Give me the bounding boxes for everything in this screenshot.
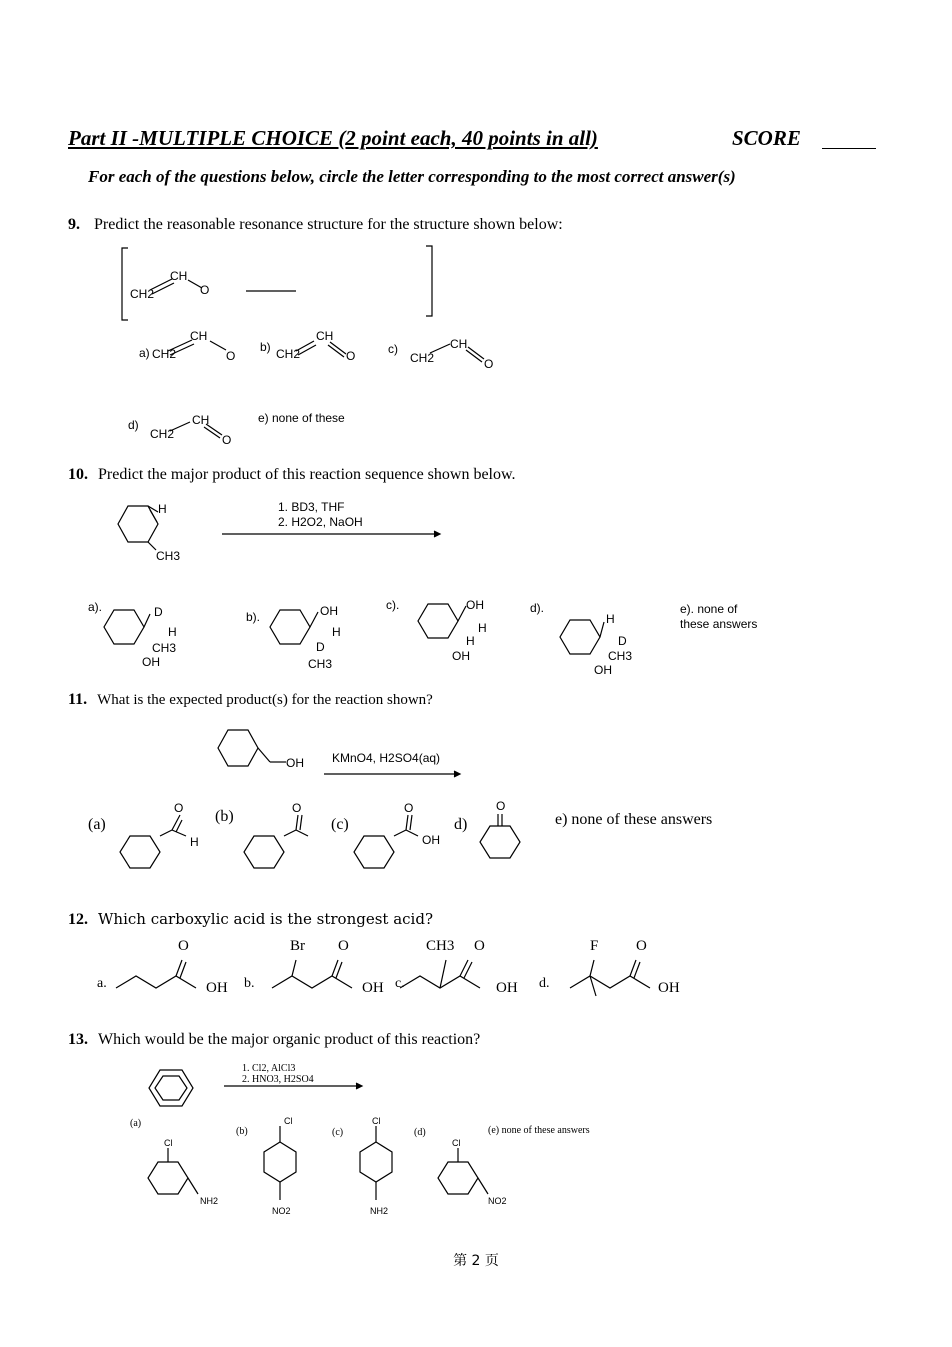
svg-text:OH: OH [466, 598, 484, 612]
svg-text:OH: OH [142, 655, 160, 669]
q11-option-b[interactable]: (b) [215, 808, 234, 825]
svg-text:CH3: CH3 [156, 549, 181, 563]
q9-option-a[interactable]: a) [139, 346, 150, 360]
q13-option-e[interactable]: (e) none of these answers [488, 1125, 590, 1136]
question-12-prompt [68, 910, 433, 929]
svg-text:CH: CH [316, 329, 334, 343]
svg-text:O: O [484, 357, 494, 371]
q9-option-e[interactable]: e) none of these [258, 411, 345, 425]
q11-reagent: KMnO4, H2SO4(aq) [332, 751, 441, 765]
svg-text:CH: CH [190, 329, 208, 343]
bracket-right [426, 246, 432, 316]
question-text: Predict the reasonable resonance structure for the structure shown below: [94, 216, 563, 233]
question-number: 11. [68, 691, 88, 708]
q13-option-b[interactable]: (b) [236, 1126, 248, 1137]
q13-option-d[interactable]: (d) [414, 1127, 426, 1138]
question-text: Which would be the major organic product of this reaction? [98, 1031, 481, 1048]
svg-text:NH2: NH2 [200, 1196, 219, 1206]
q12-option-a[interactable]: a. [97, 976, 107, 991]
svg-text:NO2: NO2 [272, 1206, 291, 1216]
svg-text:Cl: Cl [164, 1138, 173, 1148]
svg-text:O: O [636, 938, 647, 954]
svg-text:H: H [332, 625, 341, 639]
svg-text:D: D [316, 640, 325, 654]
svg-text:O: O [178, 938, 189, 954]
question-number: 12. [68, 911, 88, 928]
svg-text:F: F [590, 938, 599, 954]
svg-text:CH: CH [170, 269, 188, 283]
q10-option-a[interactable]: a). [88, 600, 103, 614]
svg-text:H: H [190, 835, 199, 849]
svg-text:CH: CH [192, 413, 210, 427]
svg-text:H: H [168, 625, 177, 639]
q10-option-d[interactable]: d). [530, 601, 545, 615]
q10-option-b[interactable]: b). [246, 610, 261, 624]
svg-text:O: O [474, 938, 485, 954]
svg-text:Cl: Cl [284, 1116, 293, 1126]
page-title: Part II -MULTIPLE CHOICE (2 point each, 40 points in all) [68, 126, 598, 150]
svg-text:Br: Br [290, 938, 305, 954]
q11-option-d[interactable]: d) [454, 816, 468, 833]
svg-text:OH: OH [422, 833, 440, 847]
svg-text:OH: OH [320, 604, 338, 618]
svg-text:Cl: Cl [452, 1138, 461, 1148]
q13-reagent-1: 1. Cl2, AlCl3 [242, 1063, 296, 1074]
q11-option-a[interactable]: (a) [88, 816, 106, 833]
svg-text:OH: OH [452, 649, 470, 663]
question-13-prompt [68, 1031, 480, 1049]
svg-text:O: O [200, 283, 210, 297]
page-number: 第 2 页 [453, 1253, 499, 1269]
question-text: Which carboxylic acid is the strongest acid? [98, 910, 434, 928]
svg-text:O: O [338, 938, 349, 954]
question-11-prompt [68, 691, 433, 709]
svg-text:O: O [174, 801, 184, 815]
q9-option-c[interactable]: c) [388, 342, 398, 356]
svg-text:NO2: NO2 [488, 1196, 507, 1206]
svg-text:CH2: CH2 [276, 347, 301, 361]
svg-text:OH: OH [362, 980, 384, 996]
q13-reagent-2: 2. HNO3, H2SO4 [242, 1074, 314, 1085]
question-number: 13. [68, 1031, 88, 1048]
svg-text:CH2: CH2 [152, 347, 177, 361]
svg-text:O: O [226, 349, 236, 363]
q11-option-c[interactable]: (c) [331, 816, 349, 833]
svg-text:OH: OH [286, 756, 304, 770]
svg-text:O: O [404, 801, 414, 815]
bracket-left [122, 248, 128, 320]
question-text: Predict the major product of this reaction sequence shown below. [98, 466, 516, 483]
svg-text:CH3: CH3 [426, 938, 455, 954]
svg-text:OH: OH [594, 663, 612, 677]
svg-text:D: D [618, 634, 627, 648]
svg-text:CH3: CH3 [152, 641, 177, 655]
instructions: For each of the questions below, circle the letter corresponding to the most correct answer(s) [88, 167, 736, 186]
q12-option-d[interactable]: d. [539, 976, 550, 991]
q9-option-b[interactable]: b) [260, 340, 271, 354]
cyclohexene-ring [118, 506, 158, 542]
svg-text:H: H [606, 612, 615, 626]
svg-text:O: O [222, 433, 232, 447]
svg-text:OH: OH [206, 980, 228, 996]
q10-reagent-2: 2. H2O2, NaOH [278, 515, 363, 529]
question-10-prompt [68, 466, 516, 484]
svg-text:CH3: CH3 [608, 649, 633, 663]
q12-option-b[interactable]: b. [244, 976, 255, 991]
q10-option-e-line1[interactable]: e). none of [680, 602, 738, 616]
svg-text:O: O [292, 801, 302, 815]
svg-text:Cl: Cl [372, 1116, 381, 1126]
question-number: 10. [68, 466, 88, 483]
svg-text:NH2: NH2 [370, 1206, 389, 1216]
svg-text:O: O [496, 799, 506, 813]
q11-option-e[interactable]: e) none of these answers [555, 811, 713, 828]
score-label: SCORE [732, 126, 801, 150]
q10-reagent-1: 1. BD3, THF [278, 500, 345, 514]
q12-option-c[interactable]: c. [395, 976, 405, 991]
q9-option-d[interactable]: d) [128, 418, 139, 432]
q10-option-e-line2[interactable]: these answers [680, 617, 758, 631]
svg-text:D: D [154, 605, 163, 619]
svg-text:OH: OH [658, 980, 680, 996]
svg-text:H: H [466, 634, 475, 648]
question-text: What is the expected product(s) for the reaction shown? [97, 692, 433, 708]
svg-text:CH2: CH2 [130, 287, 155, 301]
svg-text:OH: OH [496, 980, 518, 996]
q13-option-a[interactable]: (a) [130, 1118, 142, 1129]
svg-text:CH2: CH2 [150, 427, 175, 441]
svg-text:H: H [478, 621, 487, 635]
q13-option-c[interactable]: (c) [332, 1127, 344, 1138]
svg-text:CH2: CH2 [410, 351, 435, 365]
svg-text:CH: CH [450, 337, 468, 351]
svg-text:H: H [158, 502, 167, 516]
q10-option-c[interactable]: c). [386, 598, 400, 612]
svg-text:O: O [346, 349, 356, 363]
question-number: 9. [68, 216, 80, 233]
svg-text:CH3: CH3 [308, 657, 333, 671]
